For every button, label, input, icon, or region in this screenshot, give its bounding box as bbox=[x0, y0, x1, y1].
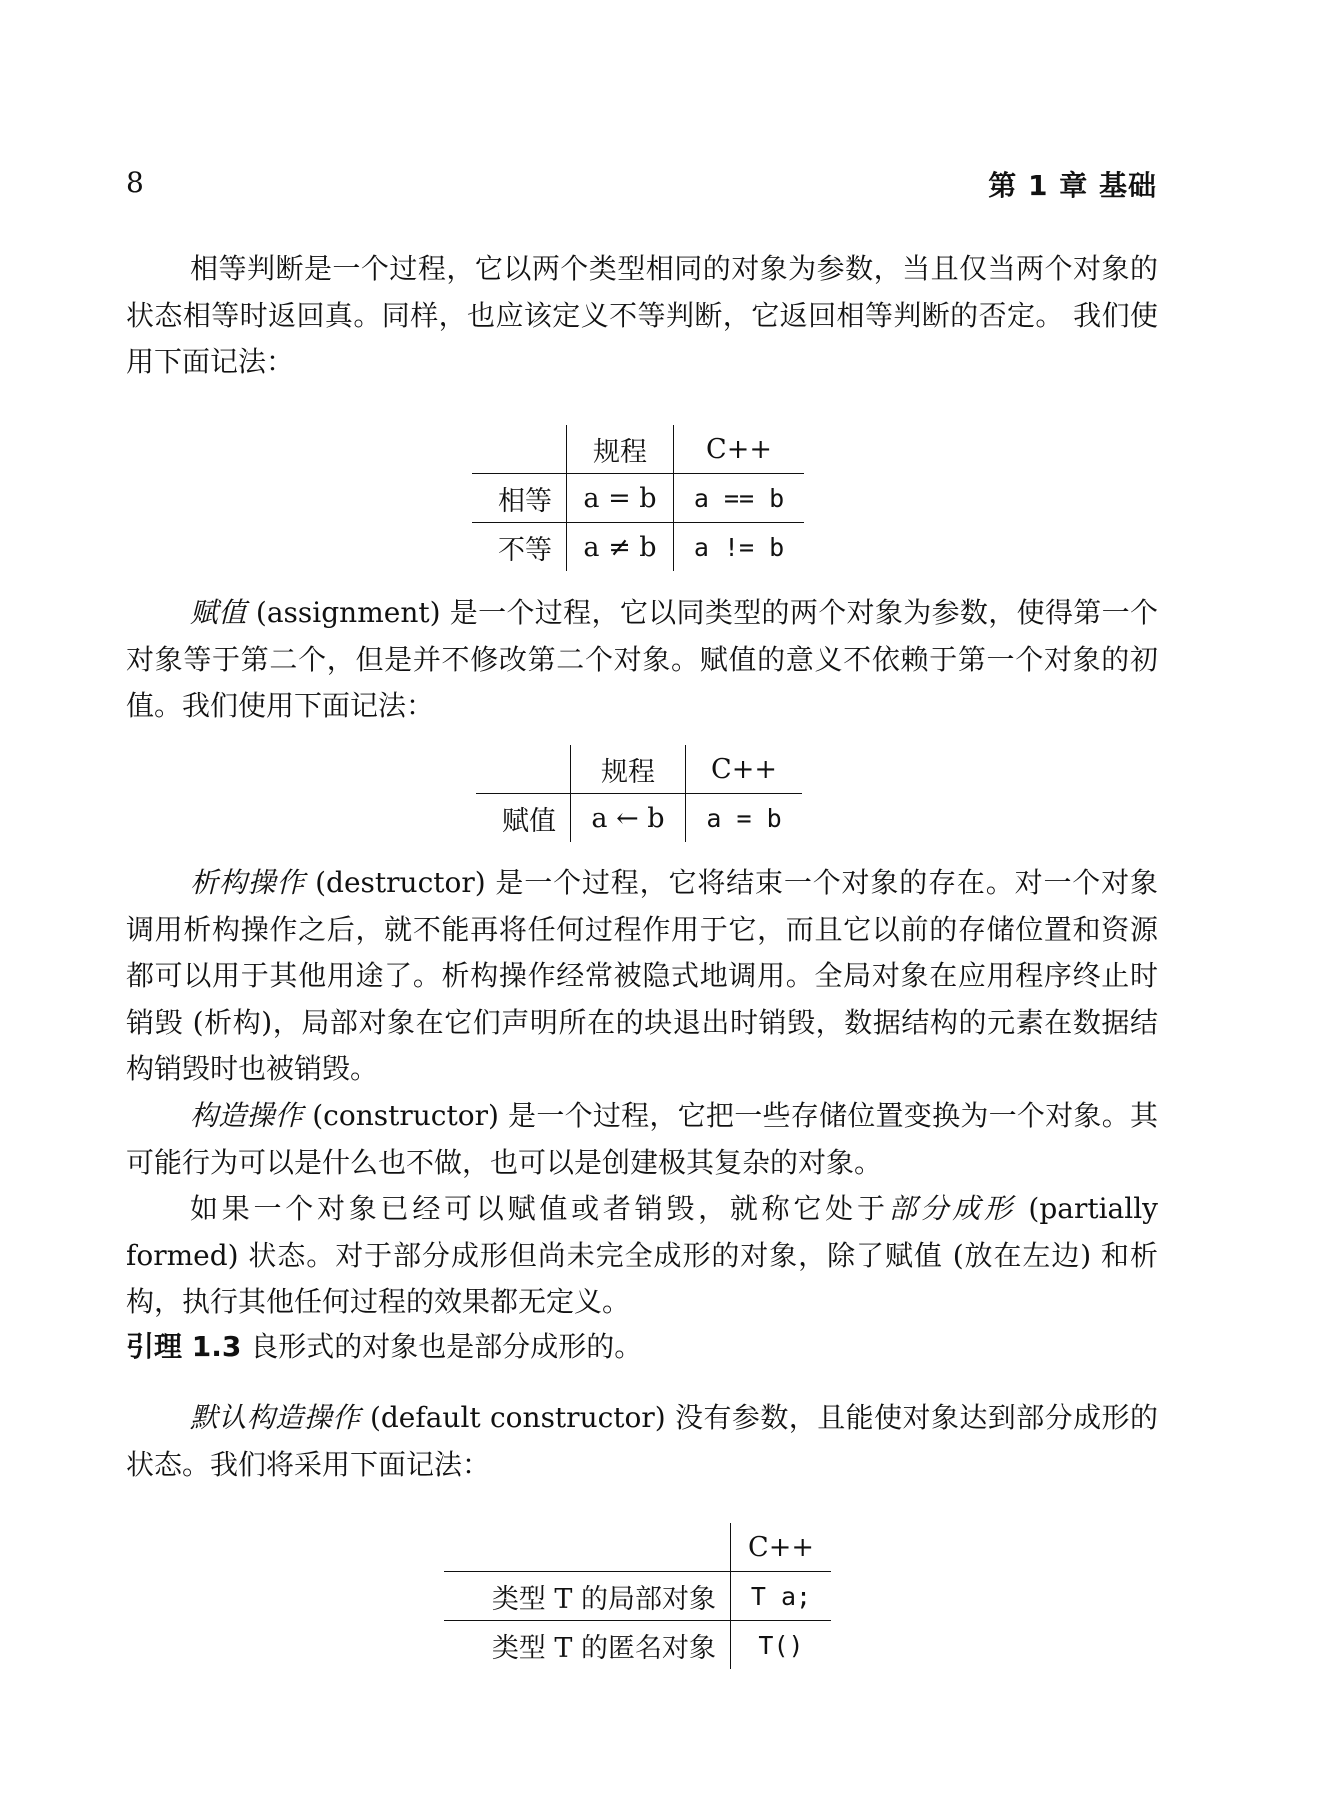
row-label: 不等 bbox=[472, 523, 567, 572]
paragraph-constructor-text: (constructor) 是一个过程，它把一些存储位置变换为一个对象。其可能行为可以是什么也不做，也可以是创建极其复杂的对象。 bbox=[126, 1099, 1158, 1179]
table-header-cpp: C++ bbox=[686, 745, 803, 794]
paragraph-assignment bbox=[126, 590, 1158, 730]
table-row bbox=[444, 1572, 831, 1621]
table-default-constructor bbox=[444, 1523, 831, 1669]
term-assignment: 赋值 bbox=[190, 596, 247, 629]
row-label: 类型 T 的局部对象 bbox=[444, 1572, 731, 1621]
table-header-cpp: C++ bbox=[674, 425, 805, 474]
table-header-empty bbox=[444, 1523, 731, 1572]
table-row bbox=[472, 523, 804, 572]
lemma-label: 引理 1.3 bbox=[126, 1330, 242, 1363]
paragraph-default-text: (default constructor) 没有参数，且能使对象达到部分成形的状态。我们将采用下面记法： bbox=[126, 1401, 1158, 1481]
table-header-procedure: 规程 bbox=[571, 745, 686, 794]
table-assignment bbox=[476, 745, 802, 842]
procedure-cell: a = b bbox=[567, 474, 674, 523]
row-label: 赋值 bbox=[476, 794, 571, 843]
paragraph-destructor-text: (destructor) 是一个过程，它将结束一个对象的存在。对一个对象调用析构操作之后，就不能再将任何过程作用于它，而且它以前的存储位置和资源都可以用于其他用途了。析构操作经常被隐式地调用。全局对象在应用程序终止时销毁 (析构)，局部对象在它们声明所在的块退出时销毁，数据结构的元素在数据结构销毁时也被销毁。 bbox=[126, 866, 1158, 1085]
table-row bbox=[476, 794, 802, 843]
paragraph-default-constructor bbox=[126, 1395, 1158, 1488]
cpp-cell: T() bbox=[731, 1621, 832, 1670]
table-equality bbox=[472, 425, 804, 571]
lemma-text: 良形式的对象也是部分成形的。 bbox=[241, 1330, 643, 1363]
cpp-cell: a != b bbox=[674, 523, 805, 572]
table-row bbox=[444, 1621, 831, 1670]
lemma bbox=[126, 1324, 1158, 1371]
term-partially-formed: 部分成形 bbox=[888, 1192, 1016, 1225]
cpp-cell: a = b bbox=[686, 794, 803, 843]
paragraph-constructor bbox=[126, 1093, 1158, 1186]
table-header-procedure: 规程 bbox=[567, 425, 674, 474]
term-default-constructor: 默认构造操作 bbox=[190, 1401, 361, 1434]
paragraph-equality bbox=[126, 246, 1158, 386]
table-header-empty bbox=[476, 745, 571, 794]
paragraph-assignment-text: (assignment) 是一个过程，它以同类型的两个对象为参数，使得第一个对象等于第二个，但是并不修改第二个对象。赋值的意义不依赖于第一个对象的初值。我们使用下面记法： bbox=[126, 596, 1158, 722]
term-destructor: 析构操作 bbox=[190, 866, 306, 899]
paragraph-destructor bbox=[126, 860, 1158, 1093]
row-label: 相等 bbox=[472, 474, 567, 523]
cpp-cell: T a; bbox=[731, 1572, 832, 1621]
term-constructor: 构造操作 bbox=[190, 1099, 304, 1132]
page-number: 8 bbox=[126, 166, 144, 199]
procedure-cell: a ← b bbox=[571, 794, 686, 843]
running-head: 第 1 章 基础 bbox=[988, 169, 1157, 202]
table-header-empty bbox=[472, 425, 567, 474]
cpp-cell: a == b bbox=[674, 474, 805, 523]
table-header-cpp: C++ bbox=[731, 1523, 832, 1572]
row-label: 类型 T 的匿名对象 bbox=[444, 1621, 731, 1670]
paragraph-equality-text: 相等判断是一个过程，它以两个类型相同的对象为参数，当且仅当两个对象的状态相等时返回真。同样，也应该定义不等判断，它返回相等判断的否定。 我们使用下面记法： bbox=[126, 252, 1158, 378]
procedure-cell: a ≠ b bbox=[567, 523, 674, 572]
paragraph-partial-after: (partially formed) 状态。对于部分成形但尚未完全成形的对象，除了赋值 (放在左边) 和析构，执行其他任何过程的效果都无定义。 bbox=[126, 1192, 1158, 1318]
table-row bbox=[472, 474, 804, 523]
paragraph-partial-before: 如果一个对象已经可以赋值或者销毁，就称它处于 bbox=[190, 1192, 889, 1225]
paragraph-partially-formed bbox=[126, 1186, 1158, 1326]
